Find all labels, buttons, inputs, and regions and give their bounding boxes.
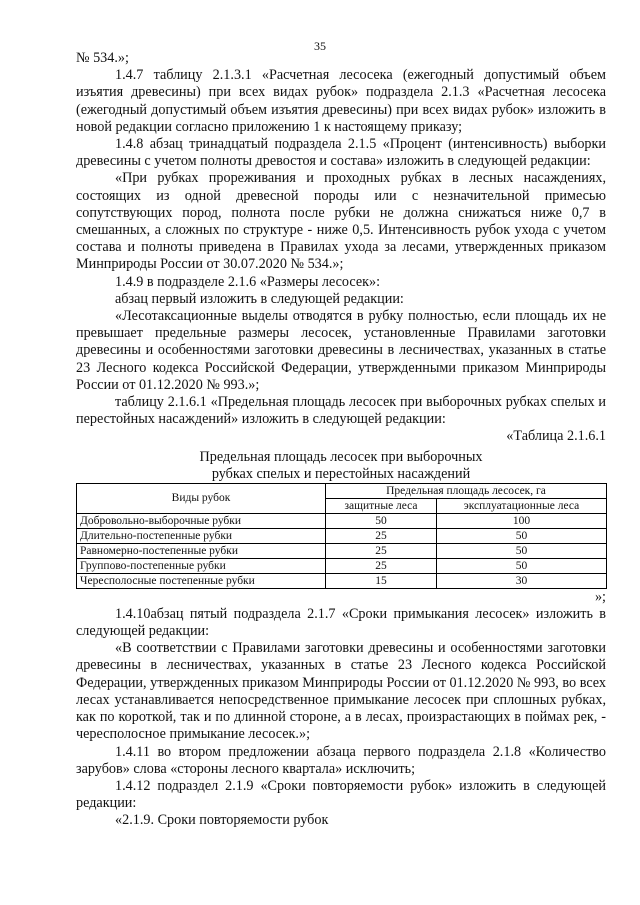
header-protective: защитные леса [326, 498, 437, 513]
paragraph: 1.4.8 абзац тринадцатый подраздела 2.1.5 «Процент (интенсивность) выборки древесины с учетом полноты древостоя и состава» изложить в следующей редакции: [76, 136, 606, 170]
paragraph: 1.4.12 подраздел 2.1.9 «Сроки повторяемости рубок» изложить в следующей редакции: [76, 777, 606, 812]
table-row [77, 543, 607, 558]
cell-kind: Равномерно-постепенные рубки [77, 543, 326, 558]
header-exploitation: эксплуатационные леса [437, 498, 607, 513]
table-title-line-2: рубках спелых и перестойных насаждений [211, 465, 471, 482]
header-area: Предельная площадь лесосек, га [326, 483, 607, 498]
paragraph: 1.4.7 таблицу 2.1.3.1 «Расчетная лесосека (ежегодный допустимый объем изъятия древесины) при всех видах рубок» подраздела 2.1.3 «Расчетная лесосека (ежегодный допустимый объем изъятия древесины) при всех видах рубок» изложить в новой редакции согласно приложению 1 к настоящему приказу; [76, 67, 606, 135]
paragraph: «При рубках прореживания и проходных рубках в лесных насаждениях, состоящих из одной древесной породы или с незначительной примесью сопутствующих пород, полнота после рубки не должна снижаться ниже 0,7 в смешанных, а сложных по структуре - ниже 0,5. Интенсивность рубок ухода с учетом состава и полноты приведена в Правилах ухода за лесами, утвержденных приказом Минприроды России от 30.07.2020 № 534.»; [76, 170, 606, 273]
cell-protective: 25 [326, 558, 437, 573]
cell-kind: Длительно-постепенные рубки [77, 528, 326, 543]
cell-exploitation: 50 [437, 558, 607, 573]
table-header-row [77, 483, 607, 498]
paragraph: «Лесотаксационные выделы отводятся в рубку полностью, если площадь их не превышает предельные размеры лесосек, установленные Правилами заготовки древесины и особенностями заготовки древесины в лесничествах, указанных в статье 23 Лесного кодекса Российской Федерации, утвержденными приказом Минприроды России от 01.12.2020 № 993.»; [76, 308, 606, 393]
paragraph: «2.1.9. Сроки повторяемости рубок [115, 812, 329, 829]
paragraph: абзац первый изложить в следующей редакции: [115, 290, 404, 307]
table-row [77, 513, 607, 528]
table-row [77, 558, 607, 573]
cell-kind: Группово-постепенные рубки [77, 558, 326, 573]
document-body [76, 50, 606, 830]
header-kind: Виды рубок [77, 483, 326, 513]
cell-kind: Чересполосные постепенные рубки [77, 573, 326, 588]
table-title [76, 449, 606, 483]
paragraph: 1.4.9 в подразделе 2.1.6 «Размеры лесосек»: [115, 273, 381, 290]
cell-exploitation: 50 [437, 528, 607, 543]
table-close: »; [594, 588, 606, 605]
table-title-line-1: Предельная площадь лесосек при выборочных [199, 448, 483, 465]
cell-kind: Добровольно-выборочные рубки [77, 513, 326, 528]
table-label: «Таблица 2.1.6.1 [506, 428, 606, 445]
cell-exploitation: 100 [437, 513, 607, 528]
cell-exploitation: 30 [437, 573, 607, 588]
paragraph: 1.4.10абзац пятый подраздела 2.1.7 «Сроки примыкания лесосек» изложить в следующей редакции: [76, 605, 606, 640]
cell-exploitation: 50 [437, 543, 607, 558]
paragraph: 1.4.11 во втором предложении абзаца первого подраздела 2.1.8 «Количество зарубов» слова «стороны лесного квартала» исключить; [76, 743, 606, 777]
cutting-area-table [76, 483, 607, 589]
page-number: 35 [314, 39, 326, 53]
paragraph: таблицу 2.1.6.1 «Предельная площадь лесосек при выборочных рубках спелых и перестойных насаждений» изложить в следующей редакции: [76, 394, 606, 428]
cell-protective: 25 [326, 528, 437, 543]
cell-protective: 25 [326, 543, 437, 558]
cell-protective: 50 [326, 513, 437, 528]
paragraph: № 534.»; [76, 50, 129, 66]
cell-protective: 15 [326, 573, 437, 588]
table-row [77, 528, 607, 543]
table-row [77, 573, 607, 588]
paragraph: «В соответствии с Правилами заготовки древесины и особенностями заготовки древесины в лесничествах, указанных в статье 23 Лесного кодекса Российской Федерации, утвержденных приказом Минприроды России от 01.12.2020 № 993, во всех лесах устанавливается непосредственное примыкание лесосек при сплошных рубках, как по короткой, так и по длинной стороне, а в лесах, произрастающих в поймах рек, - чересполосное примыкание лесосек.»; [76, 640, 606, 743]
